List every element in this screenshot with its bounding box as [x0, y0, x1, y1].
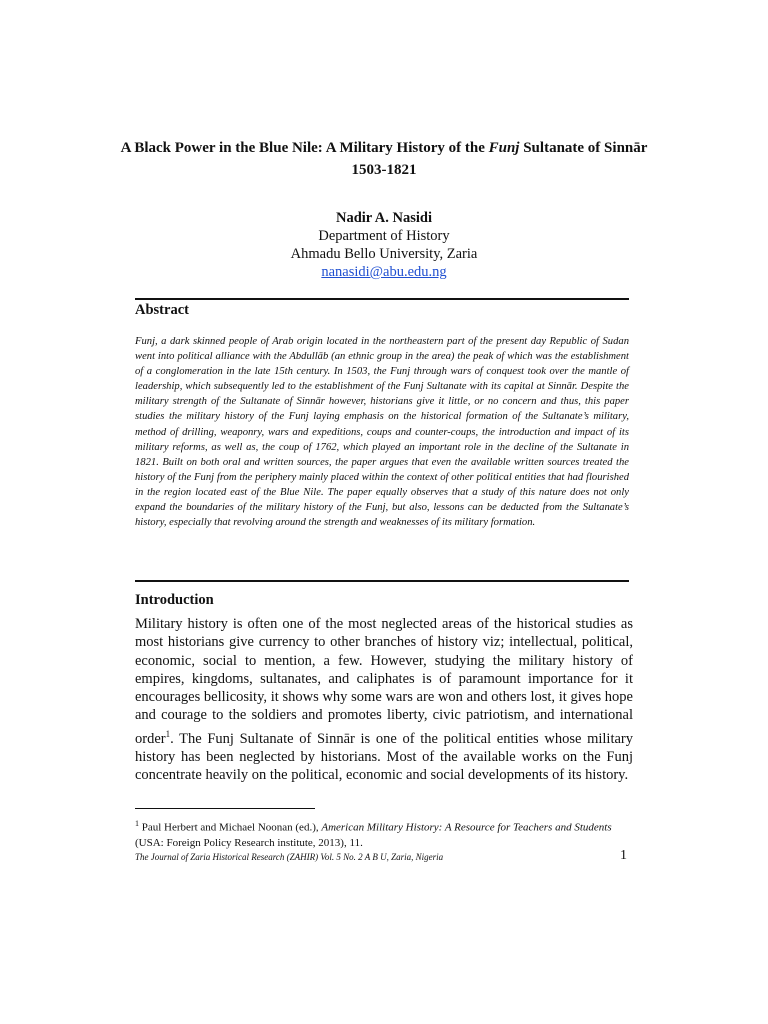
intro-text-part2: . The Funj Sultanate of Sinnār is one of the political entities whose military history has been neglected by historians. Most of the available works on the Funj concentrate heavily on the political, economic and social developments of its history.	[135, 730, 633, 784]
footnote-marker[interactable]: 1	[165, 728, 171, 739]
page-number: 1	[620, 848, 627, 863]
introduction-heading: Introduction	[135, 592, 214, 608]
abstract-heading: Abstract	[135, 302, 189, 318]
title-text-1: A Black Power in the Blue Nile: A Military History of the	[120, 140, 489, 156]
abstract-top-rule	[135, 298, 629, 300]
footnote-text-1: Paul Herbert and Michael Noonan (ed.),	[139, 821, 322, 834]
footnote-number: 1	[135, 819, 139, 828]
footnote-text-2: (USA: Foreign Policy Research institute, 2013), 11.	[135, 836, 363, 849]
abstract-text: Funj, a dark skinned people of Arab origin located in the northeastern part of the present day Republic of Sudan went into political alliance with the Abdullāb (an ethnic group in the area) the peak of which was the establishment of a conglomeration in the late 15th century. In 1503, the Funj through wars of conquest took over the mantle of leadership, which subsequently led to the establishment of the Funj Sultanate with its capital at Sinnār. Despite the military strength of the Sultanate of Sinnār however, historians give it little, or no concern and thus, this paper studies the military history of the Funj laying emphasis on the historical formation of the Sultanate’s military, method of drilling, weaponry, wars and expeditions, coups and counter-coups, the introduction and impact of its military reforms, as well as, the coup of 1762, which played an important role in the decline of the Sultanate in 1821. Built on both oral and written sources, the paper argues that even the available written sources treated the history of the Funj from the periphery mainly placed within the context of other political entities that had flourished in the region located east of the Blue Nile. The paper equally observes that a study of this nature does not only expand the boundaries of the military history of the Funj, but also, lessons can be deducted from the Sultanate’s history, especially that revolving around the strength and weaknesses of its military formation.	[135, 336, 629, 529]
journal-footer: The Journal of Zaria Historical Research (ZAHIR) Vol. 5 No. 2 A B U, Zaria, Nigeria	[135, 852, 444, 862]
author-university: Ahmadu Bello University, Zaria	[290, 246, 478, 262]
footnote-rule	[135, 808, 315, 809]
abstract-bottom-rule	[135, 580, 629, 582]
footnote	[135, 816, 633, 851]
author-department: Department of History	[318, 228, 450, 244]
title-text-2: Sultanate of Sinnār 1503-1821	[351, 140, 648, 178]
author-name: Nadir A. Nasidi	[335, 210, 433, 226]
author-email-link[interactable]: nanasidi@abu.edu.ng	[321, 264, 447, 280]
title-italic: Funj	[488, 140, 520, 156]
paper-title	[120, 137, 648, 181]
introduction-text	[135, 615, 633, 785]
intro-text-part1: Military history is often one of the most neglected areas of the historical studies as most historians give currency to other branches of history viz; intellectual, political, economic, social to mention, a few. However, studying the military history of empires, kingdoms, sultanates, and caliphates is of paramount importance for it encourages bellicosity, it shows why some wars are won and others lost, it gives hope and courage to the soldiers and promotes liberty, civic patriotism, and international order	[135, 616, 633, 747]
footnote-book-title: American Military History: A Resource for Teachers and Students	[321, 821, 612, 834]
author-block	[0, 209, 768, 281]
